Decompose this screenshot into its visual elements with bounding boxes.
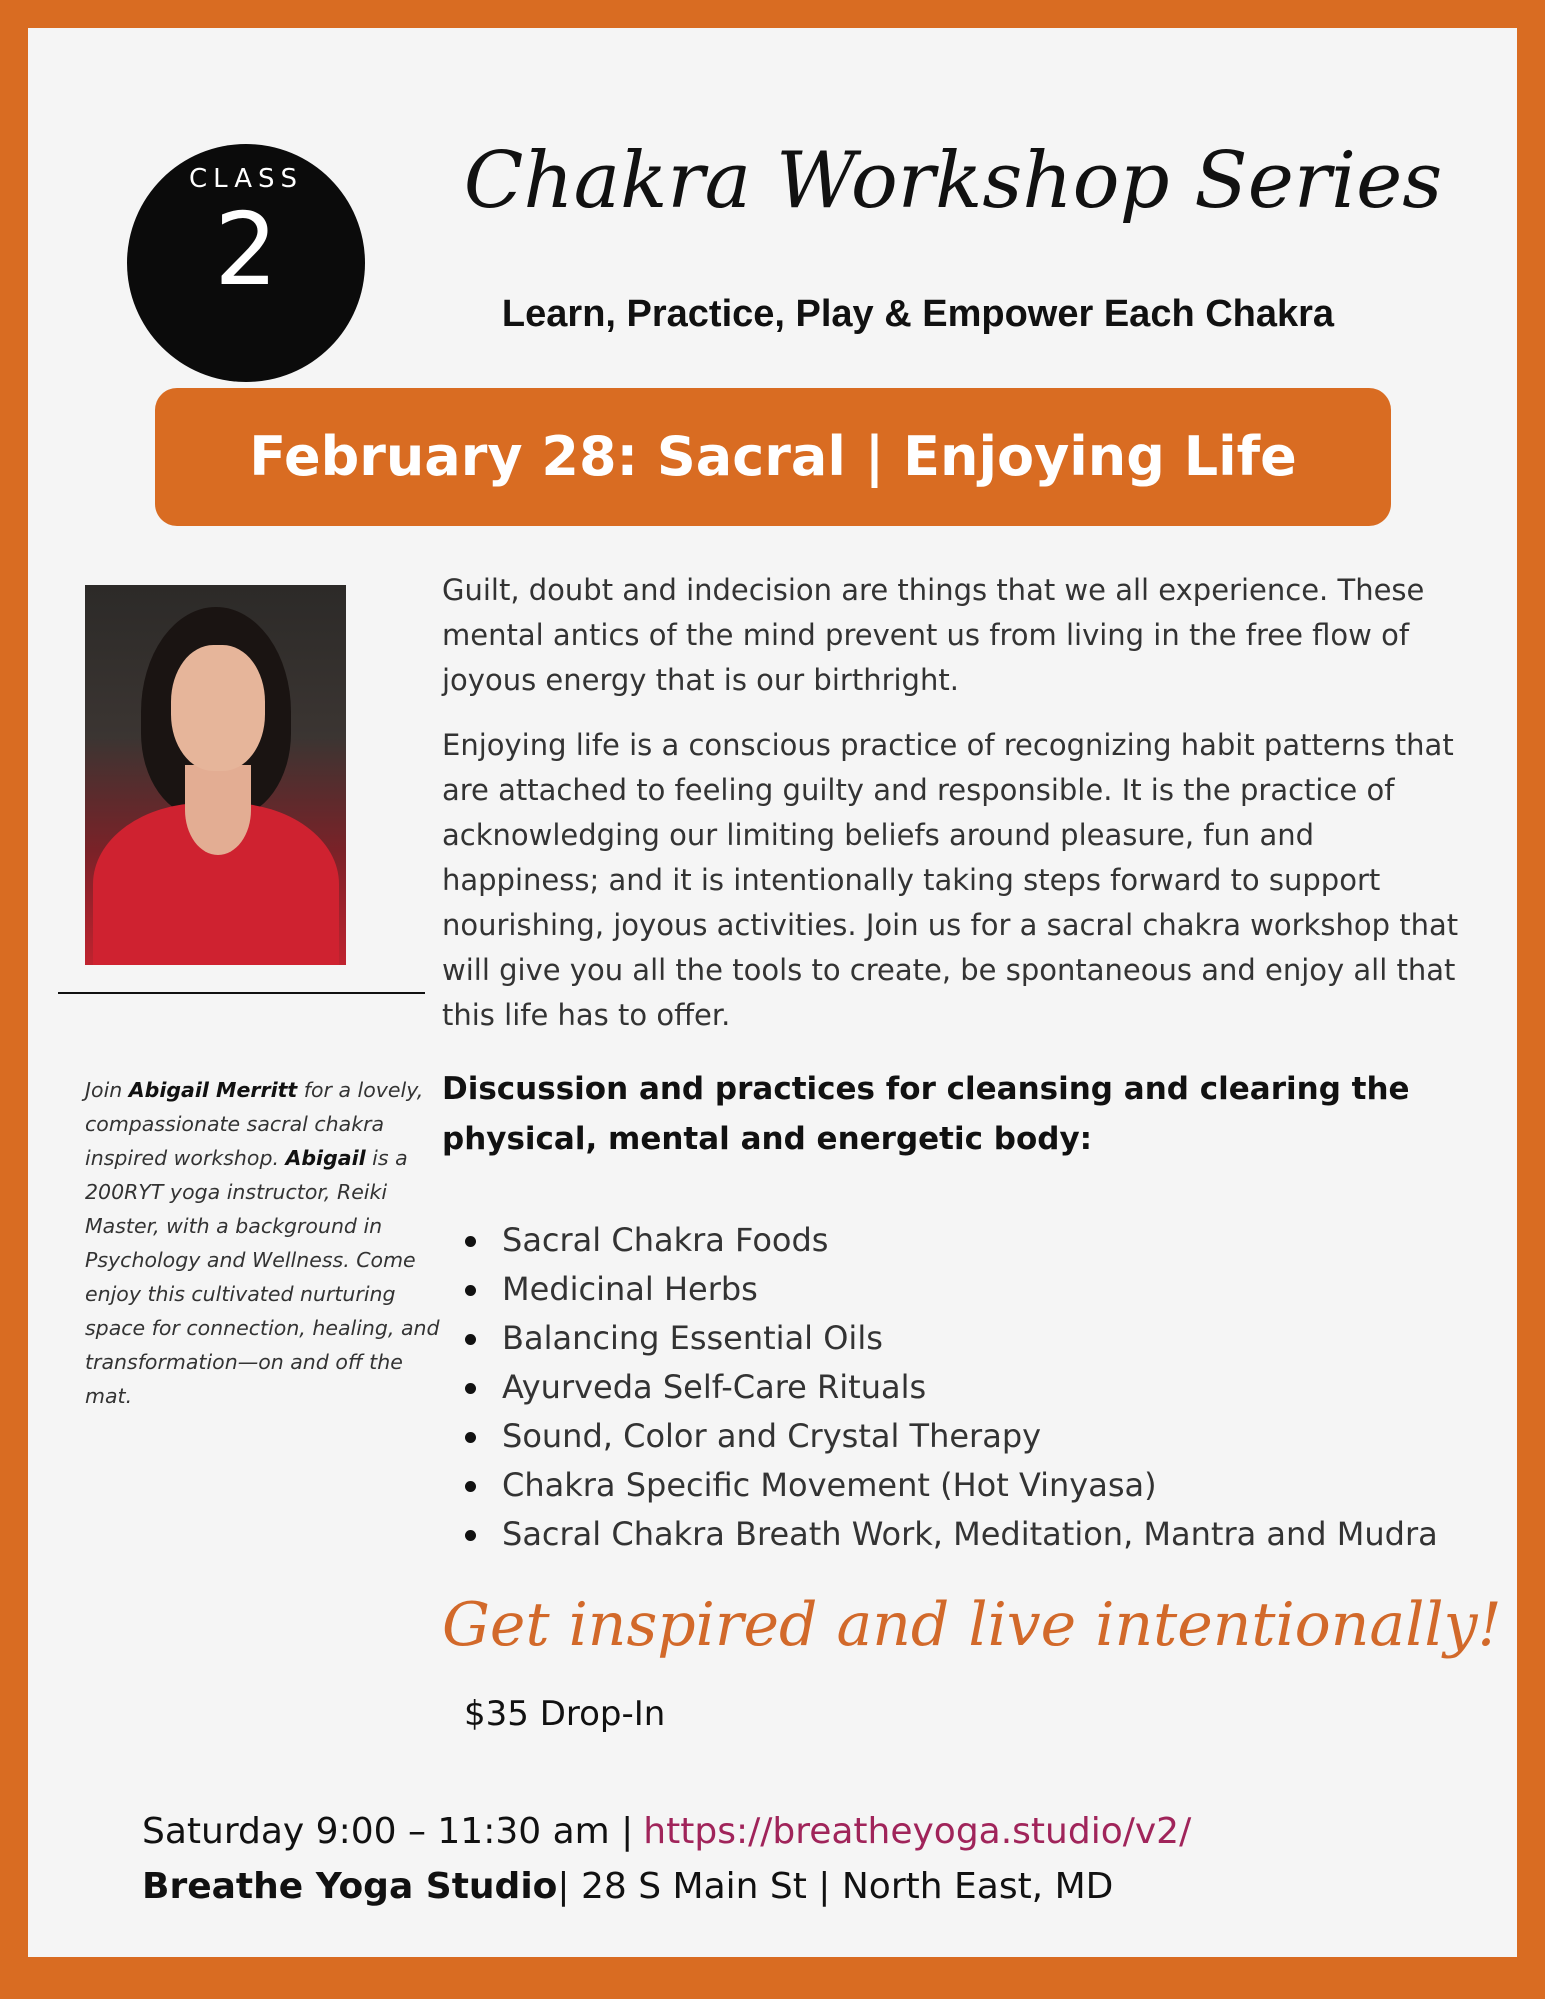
intro-text bbox=[442, 568, 1462, 1058]
photo-face bbox=[171, 645, 265, 771]
intro-paragraph: Guilt, doubt and indecision are things that we all experience. These mental antics of the mind prevent us from living in the free flow of joyous energy that is our birthright. bbox=[442, 573, 1425, 697]
practices-list bbox=[442, 1216, 1502, 1559]
studio-link[interactable]: https://breatheyoga.studio/v2/ bbox=[643, 1811, 1192, 1852]
studio-address: | 28 S Main St | North East, MD bbox=[557, 1866, 1114, 1907]
divider bbox=[58, 992, 425, 994]
schedule-text: Saturday 9:00 – 11:30 am | bbox=[142, 1811, 634, 1852]
class-badge-number: 2 bbox=[214, 191, 278, 308]
class-badge bbox=[127, 144, 365, 382]
bio-middle: for a lovely, compassionate sacral chakra inspired workshop. bbox=[85, 1078, 424, 1170]
flyer bbox=[28, 28, 1517, 1957]
tagline: Get inspired and live intentionally! bbox=[442, 1590, 1502, 1660]
page-title: Chakra Workshop Series bbox=[463, 136, 1443, 226]
date-banner: February 28: Sacral | Enjoying Life bbox=[155, 388, 1391, 526]
photo-neck bbox=[185, 765, 251, 855]
price: $35 Drop-In bbox=[464, 1694, 666, 1734]
studio-name: Breathe Yoga Studio bbox=[142, 1866, 558, 1907]
list-item: Chakra Specific Movement (Hot Vinyasa) bbox=[442, 1461, 1502, 1510]
list-item: Ayurveda Self-Care Rituals bbox=[442, 1363, 1502, 1412]
instructor-photo bbox=[85, 585, 346, 965]
list-item: Medicinal Herbs bbox=[442, 1265, 1502, 1314]
bio-rest: is a 200RYT yoga instructor, Reiki Master, with a background in Psychology and Wellness. Come enjoy this cultivated nurturing space for connection, healing, and transformation—on and off the mat. bbox=[85, 1146, 440, 1408]
bio-prefix: Join bbox=[85, 1078, 129, 1102]
list-item: Sound, Color and Crystal Therapy bbox=[442, 1412, 1502, 1461]
list-item: Balancing Essential Oils bbox=[442, 1314, 1502, 1363]
list-item: Sacral Chakra Breath Work, Meditation, Mantra and Mudra bbox=[442, 1510, 1502, 1559]
instructor-bio bbox=[85, 1073, 445, 1413]
address-line bbox=[142, 1866, 1113, 1907]
schedule-line bbox=[142, 1811, 1191, 1852]
class-badge-label: CLASS bbox=[188, 164, 304, 194]
page-subtitle: Learn, Practice, Play & Empower Each Chakra bbox=[501, 293, 1335, 335]
bio-first-name: Abigail bbox=[285, 1146, 366, 1170]
intro-paragraph: Enjoying life is a conscious practice of recognizing habit patterns that are attached to feeling guilty and responsible. It is the practice of acknowledging our limiting beliefs around pleasure, fun and happiness; and it is intentionally taking steps forward to support nourishing, joyous activities. Join us for a sacral chakra workshop that will give you all the tools to create, be spontaneous and enjoy all that this life has to offer. bbox=[442, 728, 1459, 1032]
practices-heading: Discussion and practices for cleansing and clearing the physical, mental and energetic body: bbox=[442, 1071, 1410, 1157]
list-item: Sacral Chakra Foods bbox=[442, 1216, 1502, 1265]
bio-name: Abigail Merritt bbox=[128, 1078, 298, 1102]
